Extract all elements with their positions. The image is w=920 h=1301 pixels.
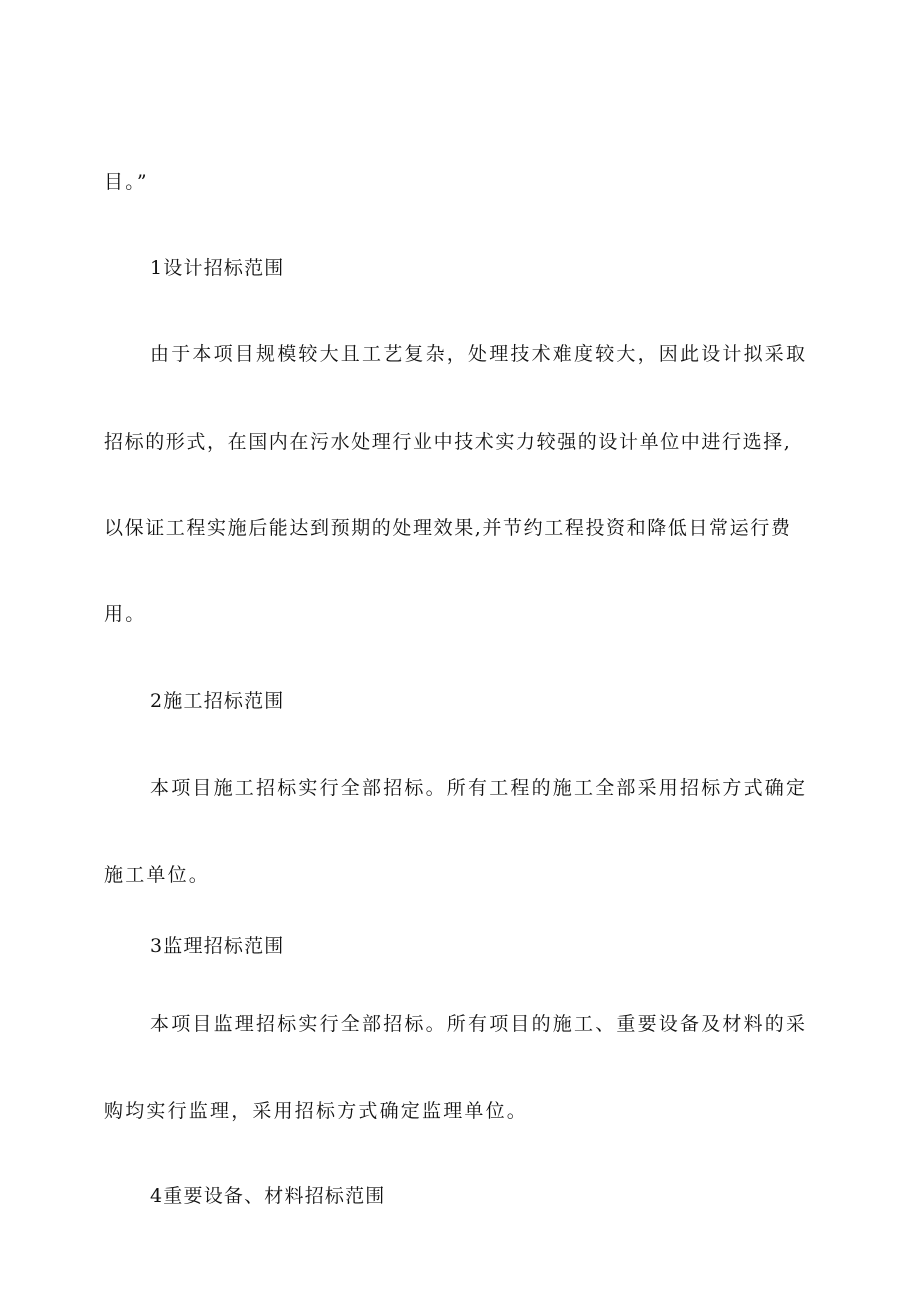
- section-heading-supervision: 3监理招标范围: [150, 935, 285, 957]
- continuation-line: 目。”: [104, 171, 149, 193]
- paragraph-line: 由于本项目规模较大且工艺复杂，处理技术难度较大，因此设计拟采取: [150, 343, 808, 365]
- paragraph-line: 招标的形式，在国内在污水处理行业中技术实力较强的设计单位中进行选择,: [104, 431, 792, 453]
- section-heading-equipment-materials: 4重要设备、材料招标范围: [150, 1185, 386, 1207]
- paragraph-line: 以保证工程实施后能达到预期的处理效果,并节约工程投资和降低日常运行费: [104, 517, 792, 539]
- paragraph-line: 用。: [104, 603, 147, 625]
- paragraph-line: 本项目监理招标实行全部招标。所有项目的施工、重要设备及材料的采: [150, 1013, 808, 1035]
- paragraph-line: 施工单位。: [104, 864, 211, 886]
- section-heading-construction: 2施工招标范围: [150, 690, 285, 712]
- section-heading-design: 1设计招标范围: [150, 257, 285, 279]
- paragraph-line: 购均实行监理，采用招标方式确定监理单位。: [104, 1100, 529, 1122]
- paragraph-line: 本项目施工招标实行全部招标。所有工程的施工全部采用招标方式确定: [150, 777, 808, 799]
